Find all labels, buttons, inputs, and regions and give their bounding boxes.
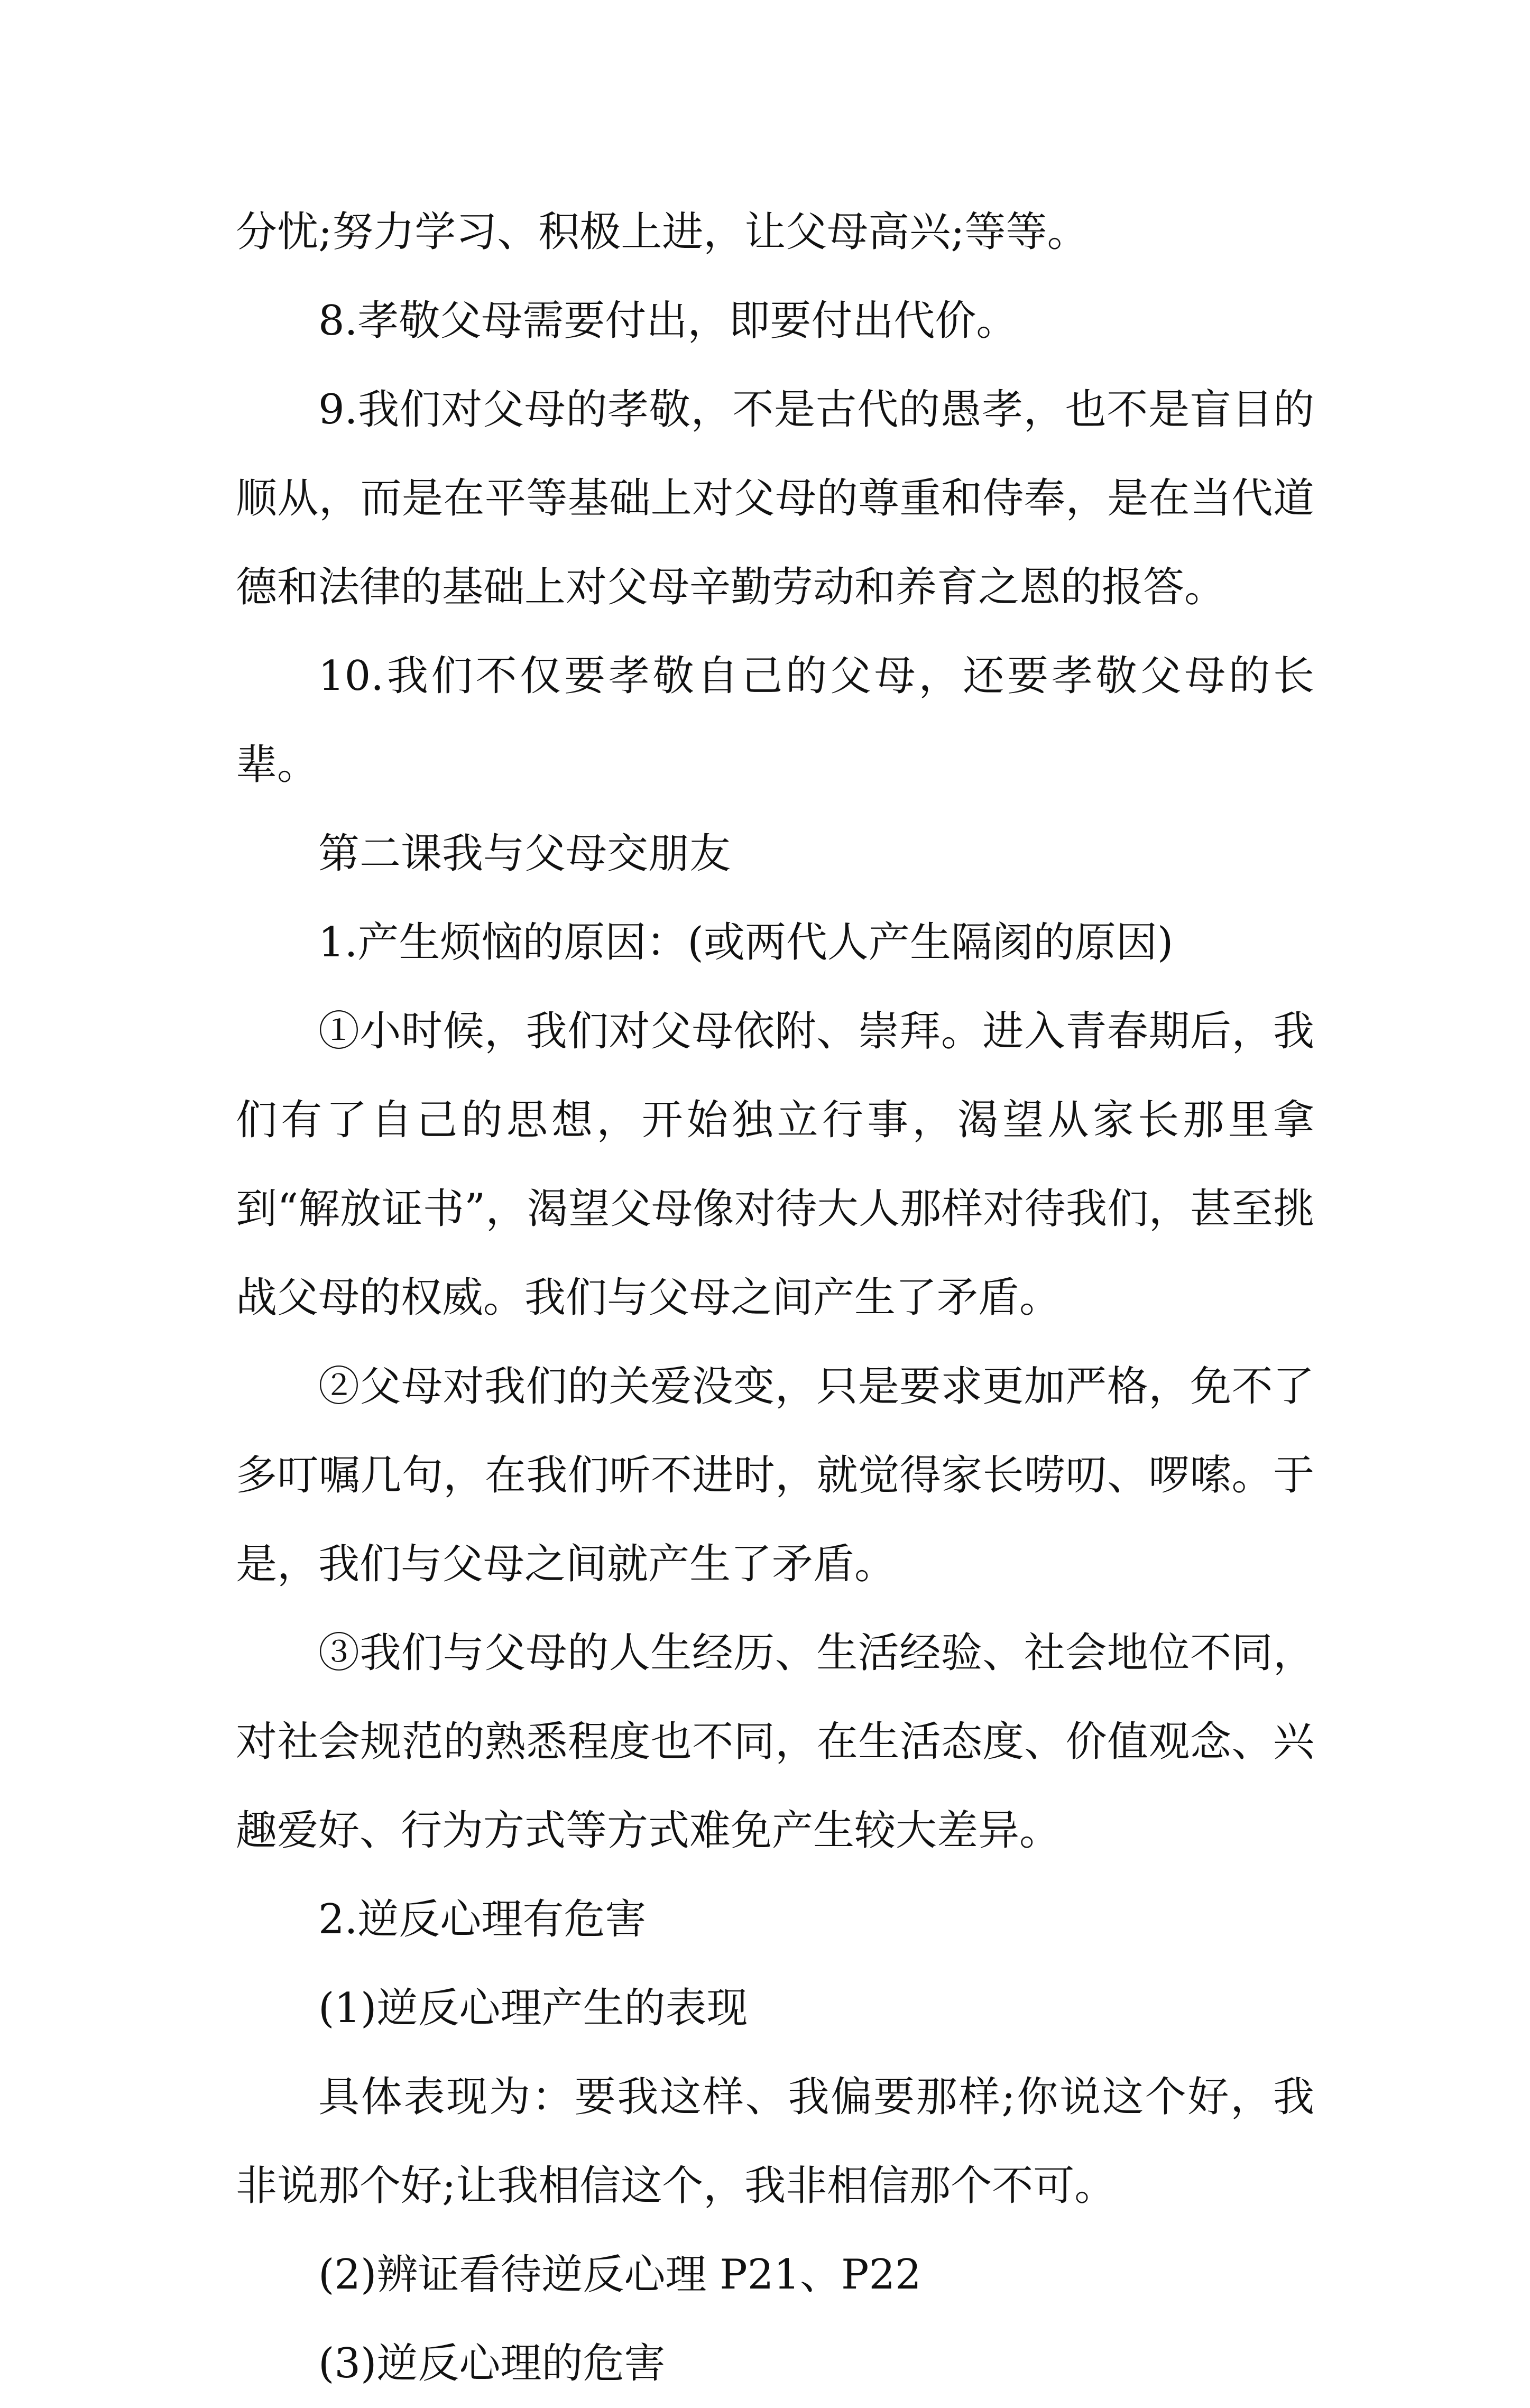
paragraph-section-2: 2.逆反心理有危害	[318, 1896, 647, 1943]
document-body	[236, 188, 1314, 2408]
paragraph-subsection-2: (2)辨证看待逆反心理 P21、P22	[318, 2251, 921, 2299]
paragraph-reason-2: ②父母对我们的关爱没变，只是要求更加严格，免不了多叮嘱几句，在我们听不进时，就觉得家长唠叨、啰嗦。于是，我们与父母之间就产生了矛盾。	[236, 1363, 1314, 1588]
paragraph-section-1: 1.产生烦恼的原因：(或两代人产生隔阂的原因)	[318, 919, 1174, 966]
paragraph-item-8: 8.孝敬父母需要付出，即要付出代价。	[318, 297, 1018, 345]
paragraph-subsection-3: (3)逆反心理的危害	[318, 2340, 666, 2387]
paragraph-continuation: 分忧;努力学习、积极上进，让父母高兴;等等。	[236, 208, 1089, 256]
paragraph-item-9: 9.我们对父母的孝敬，不是古代的愚孝，也不是盲目的顺从，而是在平等基础上对父母的尊重和侍奉，是在当代道德和法律的基础上对父母辛勤劳动和养育之恩的报答。	[236, 386, 1314, 611]
paragraph-expression: 具体表现为：要我这样、我偏要那样;你说这个好，我非说那个好;让我相信这个，我非相信那个不可。	[236, 2073, 1314, 2210]
paragraph-subsection-1: (1)逆反心理产生的表现	[318, 1985, 748, 2032]
paragraph-reason-3: ③我们与父母的人生经历、生活经验、社会地位不同，对社会规范的熟悉程度也不同，在生活态度、价值观念、兴趣爱好、行为方式等方式难免产生较大差异。	[236, 1629, 1314, 1855]
lesson-heading: 第二课我与父母交朋友	[318, 830, 731, 878]
paragraph-reason-1: ①小时候，我们对父母依附、崇拜。进入青春期后，我们有了自己的思想，开始独立行事，渴望从家长那里拿到“解放证书”，渴望父母像对待大人那样对待我们，甚至挑战父母的权威。我们与父母之间产生了矛盾。	[236, 1008, 1314, 1322]
paragraph-item-10: 10.我们不仅要孝敬自己的父母，还要孝敬父母的长辈。	[236, 652, 1314, 789]
